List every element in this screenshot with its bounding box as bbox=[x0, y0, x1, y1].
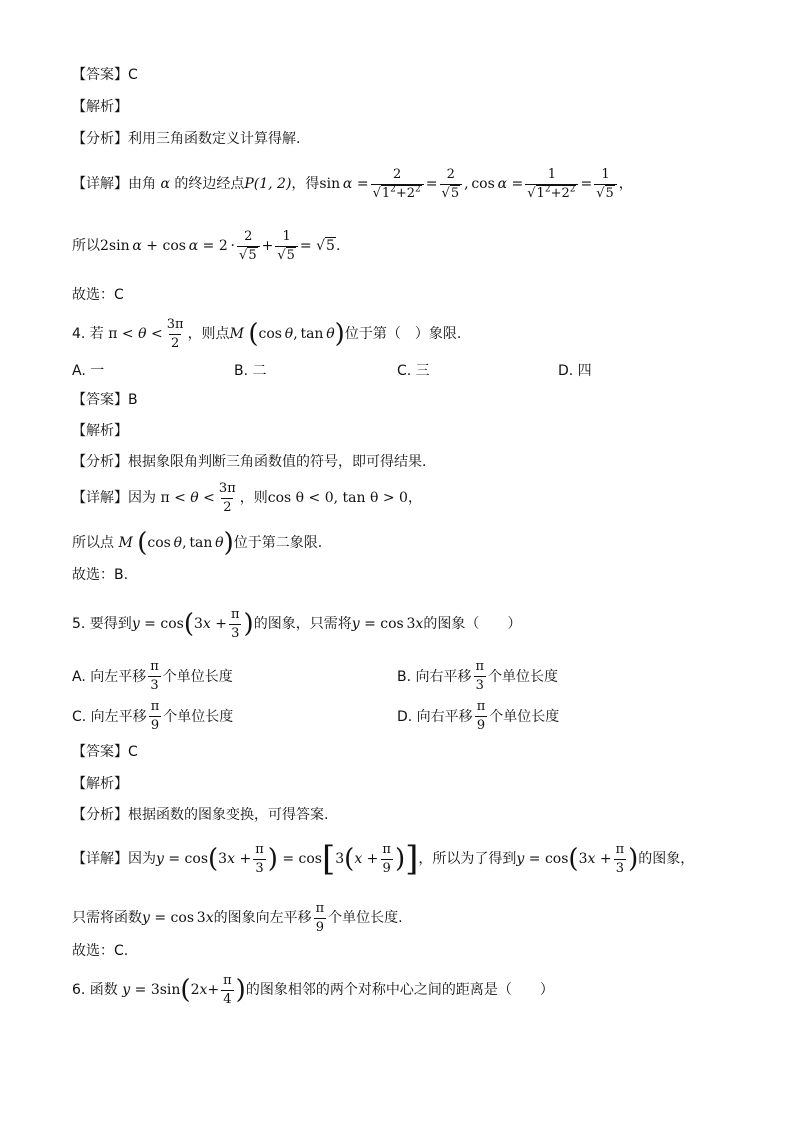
q4-analysis-heading bbox=[72, 424, 128, 438]
q5-stem-mid: 的图象，只需将 bbox=[253, 616, 352, 633]
q5-option-d-frac bbox=[475, 700, 488, 732]
q3-analysis-heading bbox=[72, 100, 128, 114]
q6-stem-pre: 6. 函数 bbox=[72, 982, 118, 999]
q5-xiangjie bbox=[72, 839, 695, 879]
q5-option-c-num: π bbox=[150, 699, 160, 714]
math-theta-range: π < θ < $\frac{3\pi}{2}$ bbox=[103, 317, 184, 351]
q3-fenxi bbox=[72, 132, 300, 146]
q5-option-c-frac bbox=[149, 700, 162, 732]
q4-fenxi bbox=[72, 455, 426, 469]
math-sin-def: sin α = $\frac{2}{√1^2+2^2}$ = $\frac{2}{√5}$ , cos α = $\frac{1}{√1^2+2^2}$ = $\frac{1}{√5}$ bbox=[319, 168, 618, 200]
math-target-func-2: y = cos ( 3 x + $\frac{\pi}{3}$ ) bbox=[516, 841, 639, 876]
q3-choice bbox=[72, 288, 124, 302]
math-point-m-2: M ( cos θ , tan θ ) bbox=[118, 528, 234, 558]
math-q6-func: y = 3sin ( 2 x + $\frac{\pi}{4}$ ) bbox=[122, 973, 246, 1007]
q5-choice-text: 故选：C. bbox=[72, 943, 129, 959]
q3-sosuoyi-text: 所以 bbox=[72, 238, 100, 255]
q4-analysis-label: 【解析】 bbox=[72, 423, 128, 439]
q3-answer-label: 【答案】C bbox=[72, 67, 138, 83]
q4-conclusion-tail: 位于第二象限. bbox=[233, 535, 323, 551]
q3-answer bbox=[72, 68, 138, 82]
q3-xiangjie-mid1: 的终边经点 bbox=[174, 176, 245, 193]
q4-option-b-label: B. 二 bbox=[234, 363, 267, 379]
q4-fenxi-text: 【分析】根据象限角判断三角函数值的符号，即可得结果. bbox=[72, 454, 427, 470]
math-identity: y = cos ( 3 x + $\frac{\pi}{3}$ ) = cos [ 3 ( x + $\frac{\pi}{9}$ ) ] bbox=[156, 839, 419, 879]
q5-option-c-den: 9 bbox=[150, 717, 160, 733]
math-theta-range-2: π < θ < $\frac{3\pi}{2}$ bbox=[156, 481, 236, 515]
q5-line2-tail: 个单位长度. bbox=[328, 910, 403, 927]
q4-stem-pre: 4. 若 bbox=[72, 326, 104, 343]
q4-option-d-label: D. 四 bbox=[558, 363, 592, 379]
q5-choice bbox=[72, 944, 128, 958]
q5-option-b-post: 个单位长度 bbox=[488, 669, 559, 686]
math-sign-conditions: cos θ < 0, tan θ > 0 bbox=[267, 490, 408, 507]
q4-option-c-label: C. 三 bbox=[397, 363, 430, 379]
q3-sosuoyi bbox=[72, 230, 340, 262]
q4-xiangjie-pre: 【详解】因为 bbox=[72, 490, 156, 507]
q5-option-d-num: π bbox=[476, 699, 486, 714]
q5-option-b bbox=[397, 660, 558, 692]
q5-line2 bbox=[72, 902, 403, 934]
q4-option-a-label: A. 一 bbox=[72, 363, 105, 379]
math-pi-over-9: $\frac{\pi}{9}$ bbox=[315, 901, 325, 935]
q5-answer-label: 【答案】C bbox=[72, 744, 138, 760]
q5-xiangjie-pre: 【详解】因为 bbox=[72, 851, 156, 867]
q5-line2-pre: 只需将函数 bbox=[72, 910, 142, 927]
q4-xiangjie-mid: ，则 bbox=[239, 490, 268, 507]
q3-choice-text: 故选：C bbox=[72, 287, 124, 303]
q5-xiangjie-mid: ，所以为了得到 bbox=[418, 851, 517, 867]
q4-xiangjie bbox=[72, 482, 422, 514]
q5-option-b-pre: B. 向右平移 bbox=[397, 669, 472, 686]
q5-option-c-pre: C. 向左平移 bbox=[72, 709, 147, 726]
q3-fenxi-text: 【分析】利用三角函数定义计算得解. bbox=[72, 131, 301, 147]
q4-answer bbox=[72, 393, 138, 407]
q5-option-a-den: 3 bbox=[150, 677, 159, 693]
q4-option-b bbox=[234, 360, 267, 380]
q5-stem bbox=[72, 608, 521, 640]
q4-option-c bbox=[397, 360, 430, 380]
math-point-m: M ( cos θ , tan θ ) bbox=[229, 319, 345, 350]
q5-option-d bbox=[397, 700, 559, 732]
q4-conclusion bbox=[72, 530, 322, 556]
q3-xiangjie-tail: ， bbox=[618, 176, 633, 193]
math-base-func-2: y = cos 3x bbox=[142, 910, 214, 927]
q5-option-d-pre: D. 向右平移 bbox=[397, 709, 473, 726]
q5-fenxi bbox=[72, 808, 328, 822]
q5-option-a-post: 个单位长度 bbox=[162, 669, 233, 686]
q3-xiangjie-pre: 【详解】由角 bbox=[72, 176, 156, 193]
q5-option-c bbox=[72, 700, 233, 732]
q5-option-c-post: 个单位长度 bbox=[163, 709, 234, 726]
math-result: 2sin α + cos α = 2 · $\frac{2}{√5}$ + $\frac{1}{√5}$ = √5 . bbox=[100, 229, 341, 263]
q4-answer-label: 【答案】B bbox=[72, 392, 138, 408]
q5-option-d-den: 9 bbox=[476, 717, 486, 733]
q4-xiangjie-tail: ， bbox=[407, 490, 422, 507]
math-alpha: α bbox=[156, 176, 175, 193]
q3-xiangjie-mid2: ，得 bbox=[291, 176, 320, 193]
q5-option-b-den: 3 bbox=[475, 677, 484, 693]
q6-stem bbox=[72, 974, 554, 1006]
q4-stem-mid: ，则点 bbox=[187, 326, 230, 343]
q5-option-b-num: π bbox=[475, 659, 485, 674]
q5-line2-mid: 的图象向左平移 bbox=[213, 910, 312, 927]
q5-option-a-num: π bbox=[150, 659, 159, 674]
q5-analysis-label: 【解析】 bbox=[72, 776, 128, 792]
q5-stem-pre: 5. 要得到 bbox=[72, 616, 132, 633]
q6-stem-tail: 的图象相邻的两个对称中心之间的距离是（ ） bbox=[245, 982, 554, 999]
q5-analysis-heading bbox=[72, 777, 128, 791]
q5-option-a-frac bbox=[148, 660, 161, 692]
q3-xiangjie bbox=[72, 168, 633, 200]
math-target-func: y = cos ( 3 x + $\frac{\pi}{3}$ ) bbox=[131, 607, 254, 641]
q5-option-d-post: 个单位长度 bbox=[489, 709, 560, 726]
q5-xiangjie-tail: 的图象， bbox=[638, 851, 695, 867]
q3-analysis-label: 【解析】 bbox=[72, 99, 128, 115]
q4-choice-text: 故选：B. bbox=[72, 567, 129, 583]
q5-stem-tail: 的图象（ ） bbox=[423, 616, 522, 633]
q5-fenxi-text: 【分析】根据函数的图象变换，可得答案. bbox=[72, 807, 329, 823]
q5-answer bbox=[72, 745, 138, 759]
q5-option-a bbox=[72, 660, 233, 692]
q4-choice bbox=[72, 568, 128, 582]
q5-option-b-frac bbox=[474, 660, 487, 692]
math-point-p: P(1, 2) bbox=[244, 176, 292, 193]
q4-option-d bbox=[558, 360, 592, 380]
q4-stem bbox=[72, 318, 461, 350]
q4-option-a bbox=[72, 360, 104, 380]
math-base-func: y = cos 3x bbox=[351, 616, 424, 633]
q5-option-a-pre: A. 向左平移 bbox=[72, 669, 147, 686]
q4-stem-tail: 位于第（ ）象限. bbox=[344, 326, 462, 343]
q4-conclusion-pre: 所以点 bbox=[72, 535, 114, 551]
